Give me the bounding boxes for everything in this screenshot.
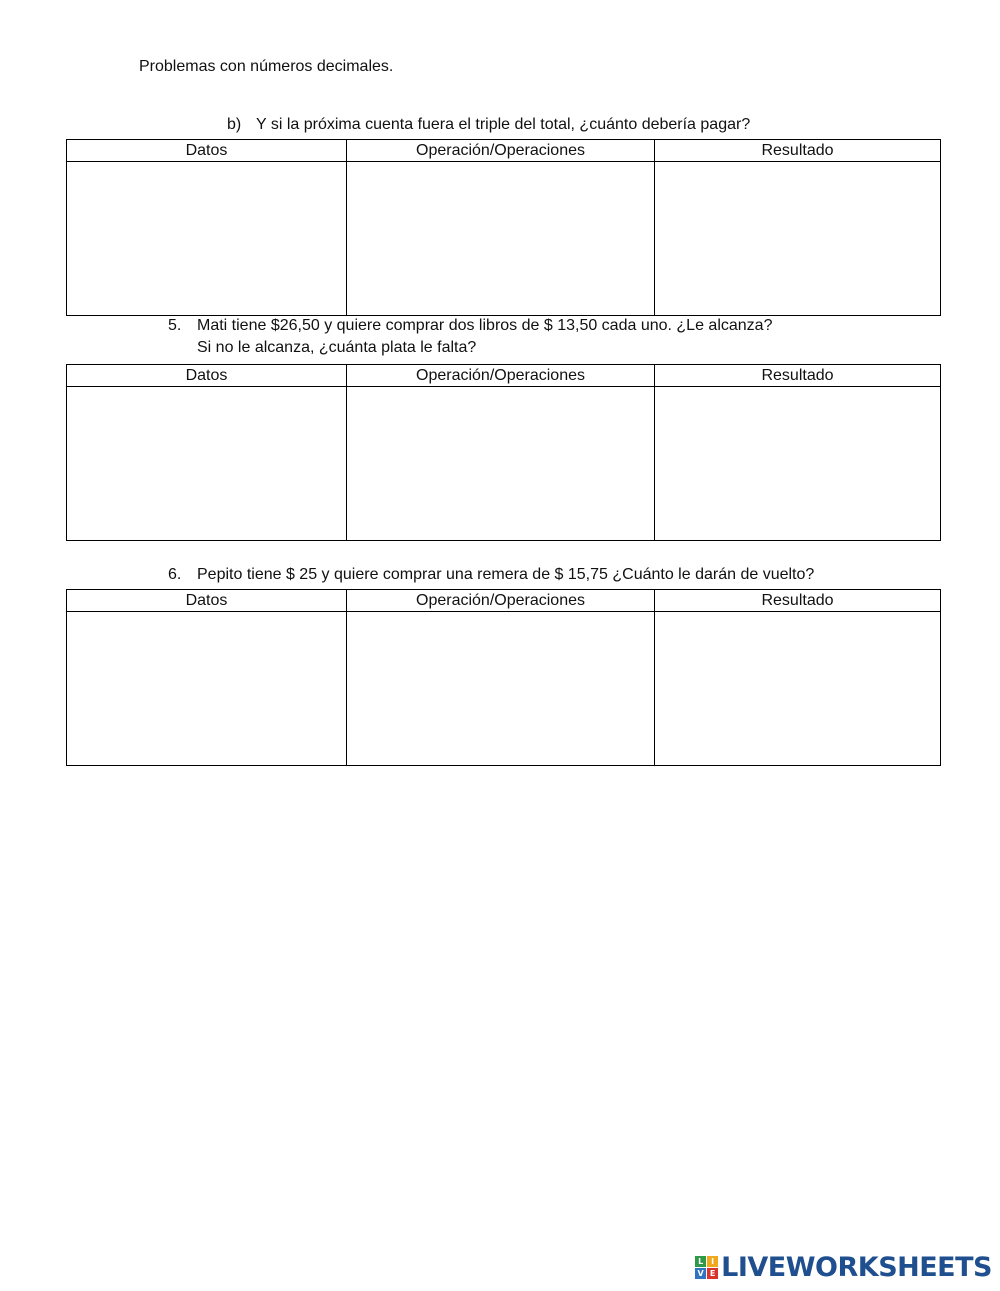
operaciones-cell[interactable] <box>347 612 655 766</box>
answer-table-6 <box>66 589 941 766</box>
operaciones-cell[interactable] <box>347 162 655 316</box>
question-text: Mati tiene $26,50 y quiere comprar dos libros de $ 13,50 cada uno. ¿Le alcanza? <box>197 317 773 334</box>
header-datos: Datos <box>67 140 347 162</box>
liveworksheets-brand <box>695 1252 992 1283</box>
datos-cell[interactable] <box>67 162 347 316</box>
question-marker: 6. <box>168 566 182 583</box>
datos-cell[interactable] <box>67 612 347 766</box>
resultado-cell[interactable] <box>655 162 941 316</box>
header-operaciones: Operación/Operaciones <box>347 140 655 162</box>
question-marker: 5. <box>168 317 182 334</box>
question-b <box>227 116 750 134</box>
header-resultado: Resultado <box>655 590 941 612</box>
question-text-line2: Si no le alcanza, ¿cuánta plata le falta? <box>197 339 477 356</box>
question-marker: b) <box>227 116 242 133</box>
resultado-cell[interactable] <box>655 612 941 766</box>
question-6 <box>168 566 814 584</box>
question-text: Y si la próxima cuenta fuera el triple del total, ¿cuánto debería pagar? <box>256 116 751 133</box>
header-resultado: Resultado <box>655 365 941 387</box>
brand-name: LIVEWORKSHEETS <box>721 1252 992 1283</box>
answer-table-5 <box>66 364 941 541</box>
header-operaciones: Operación/Operaciones <box>347 590 655 612</box>
header-operaciones: Operación/Operaciones <box>347 365 655 387</box>
logo-letter: I <box>707 1256 718 1267</box>
resultado-cell[interactable] <box>655 387 941 541</box>
logo-letter: E <box>707 1268 718 1279</box>
question-text: Pepito tiene $ 25 y quiere comprar una remera de $ 15,75 ¿Cuánto le darán de vuelto? <box>197 566 815 583</box>
datos-cell[interactable] <box>67 387 347 541</box>
header-resultado: Resultado <box>655 140 941 162</box>
liveworksheets-logo-icon <box>695 1256 718 1279</box>
answer-table-b <box>66 139 941 316</box>
question-5 <box>168 317 772 357</box>
operaciones-cell[interactable] <box>347 387 655 541</box>
page-heading: Problemas con números decimales. <box>139 58 394 75</box>
header-datos: Datos <box>67 590 347 612</box>
logo-letter: V <box>695 1268 706 1279</box>
header-datos: Datos <box>67 365 347 387</box>
logo-letter: L <box>695 1256 706 1267</box>
